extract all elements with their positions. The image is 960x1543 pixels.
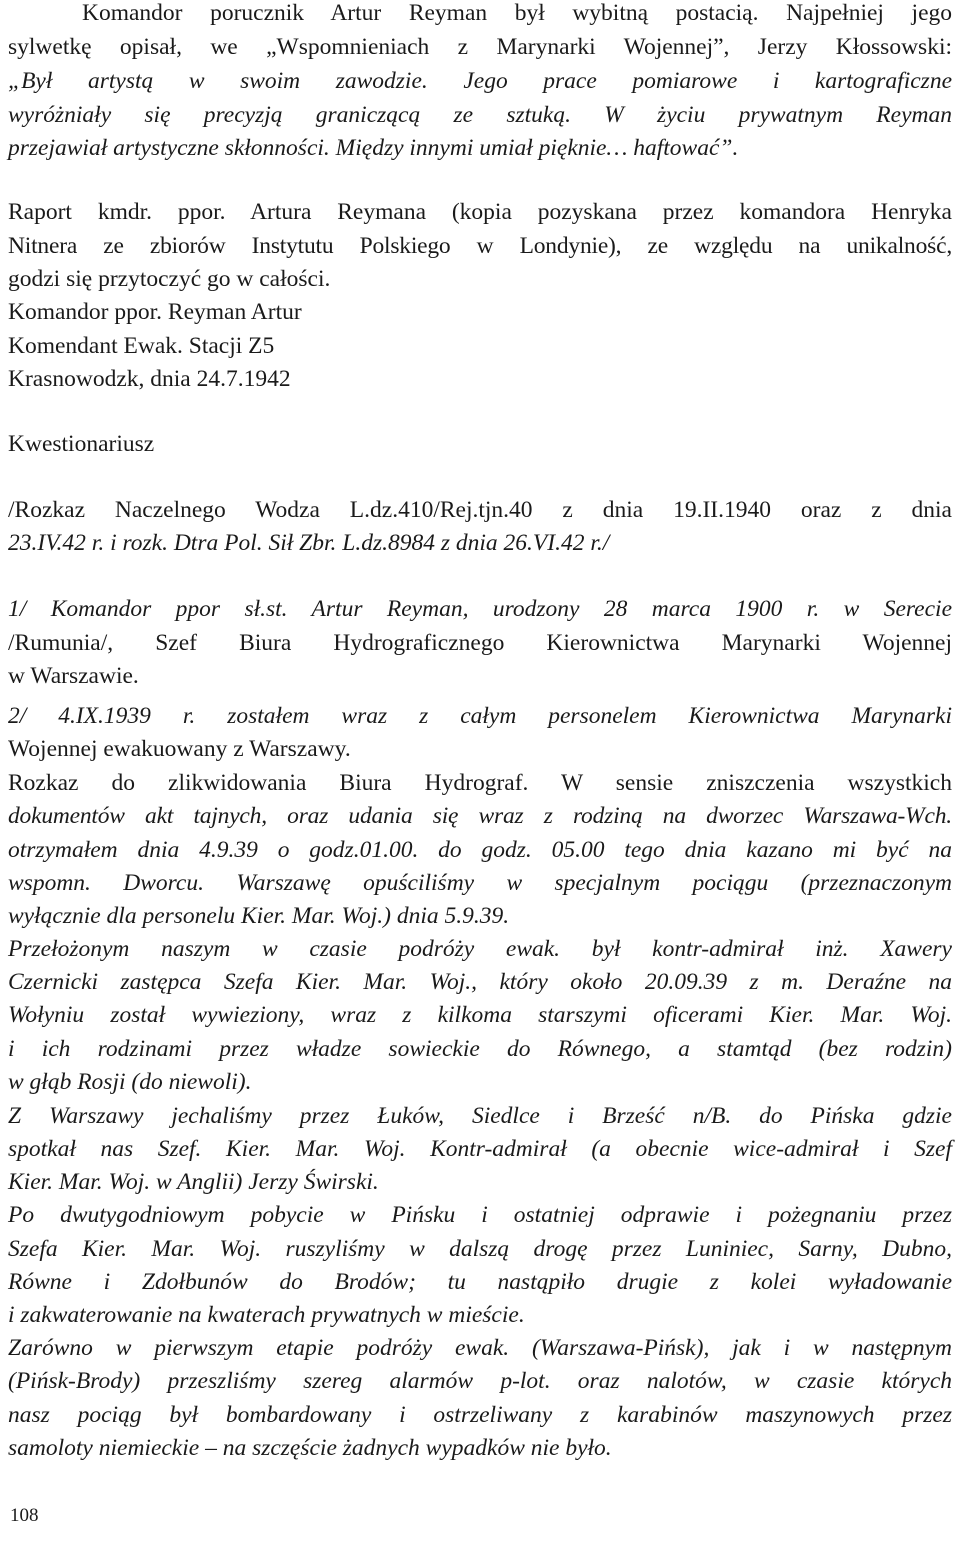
item2-line: dokumentów akt tajnych, oraz udania się wraz z rodziną na dworzec Warszawa-Wch.: [8, 803, 952, 829]
document-title: Kwestionariusz: [8, 431, 155, 457]
item2-line: i zakwaterowanie na kwaterach prywatnych w mieście.: [8, 1302, 525, 1328]
item2-line: i ich rodzinami przez władze sowieckie do Równego, a stamtąd (bez rodzin): [8, 1036, 952, 1062]
item2-line: Rozkaz do zlikwidowania Biura Hydrograf. W sensie zniszczenia wszystkich: [8, 770, 952, 796]
item2-line: Wojennej ewakuowany z Warszawy.: [8, 736, 351, 762]
item1-line: w Warszawie.: [8, 663, 139, 689]
raport-line: Raport kmdr. ppor. Artura Reymana (kopia pozyskana przez komandora Henryka: [8, 199, 952, 225]
item2-line: 2/ 4.IX.1939 r. zostałem wraz z całym personelem Kierownictwa Marynarki: [8, 703, 952, 729]
header-line: Krasnowodzk, dnia 24.7.1942: [8, 366, 291, 392]
intro-line: wyróżniały się precyzją graniczącą ze sztuką. W życiu prywatnym Reyman: [8, 102, 952, 128]
item2-line: (Pińsk-Brody) przeszliśmy szereg alarmów p-lot. oraz nalotów, w czasie których: [8, 1368, 952, 1394]
item2-line: Zarówno w pierwszym etapie podróży ewak. (Warszawa-Pińsk), jak i w następnym: [8, 1335, 952, 1361]
item2-line: spotkał nas Szef. Kier. Mar. Woj. Kontr-admirał (a obecnie wice-admirał i Szef: [8, 1136, 952, 1162]
raport-line: godzi się przytoczyć go w całości.: [8, 266, 331, 292]
raport-line: Nitnera ze zbiorów Instytutu Polskiego w Londynie), ze względu na unikalność,: [8, 233, 952, 259]
rozkaz-line: 23.IV.42 r. i rozk. Dtra Pol. Sił Zbr. L.dz.8984 z dnia 26.VI.42 r./: [8, 530, 610, 556]
item2-line: wspomn. Dworcu. Warszawę opuściliśmy w specjalnym pociągu (przeznaczonym: [8, 870, 952, 896]
item2-line: otrzymałem dnia 4.9.39 o godz.01.00. do godz. 05.00 tego dnia kazano mi być na: [8, 837, 952, 863]
header-line: Komandor ppor. Reyman Artur: [8, 299, 302, 325]
item1-line: /Rumunia/, Szef Biura Hydrograficznego Kierownictwa Marynarki Wojennej: [8, 630, 952, 656]
intro-line: sylwetkę opisał, we „Wspomnieniach z Marynarki Wojennej”, Jerzy Kłossowski:: [8, 34, 952, 60]
item2-line: w głąb Rosji (do niewoli).: [8, 1069, 252, 1095]
item2-line: nasz pociąg był bombardowany i ostrzeliwany z karabinów maszynowych przez: [8, 1402, 952, 1428]
item2-line: Równe i Zdołbunów do Brodów; tu nastąpiło drugie z kolei wyładowanie: [8, 1269, 952, 1295]
item2-line: Wołyniu został wywieziony, wraz z kilkoma starszymi oficerami Kier. Mar. Woj.: [8, 1002, 952, 1028]
item2-line: Przełożonym naszym w czasie podróży ewak. był kontr-admirał inż. Xawery: [8, 936, 952, 962]
intro-line: „Był artystą w swoim zawodzie. Jego prace pomiarowe i kartograficzne: [8, 68, 952, 94]
item2-line: Czernicki zastępca Szefa Kier. Mar. Woj., który około 20.09.39 z m. Deraźne na: [8, 969, 952, 995]
header-line: Komendant Ewak. Stacji Z5: [8, 333, 275, 359]
item2-line: wyłącznie dla personelu Kier. Mar. Woj.) dnia 5.9.39.: [8, 903, 510, 929]
item2-line: Szefa Kier. Mar. Woj. ruszyliśmy w dalszą drogę przez Luniniec, Sarny, Dubno,: [8, 1236, 952, 1262]
item2-line: Z Warszawy jechaliśmy przez Łuków, Siedlce i Brześć n/B. do Pińska gdzie: [8, 1103, 952, 1129]
item2-line: samoloty niemieckie – na szczęście żadnych wypadków nie było.: [8, 1435, 612, 1461]
item1-line: 1/ Komandor ppor sł.st. Artur Reyman, urodzony 28 marca 1900 r. w Serecie: [8, 596, 952, 622]
intro-line: Komandor porucznik Artur Reyman był wybitną postacią. Najpełniej jego: [82, 0, 952, 26]
item2-line: Po dwutygodniowym pobycie w Pińsku i ostatniej odprawie i pożegnaniu przez: [8, 1202, 952, 1228]
page-number: 108: [10, 1505, 39, 1526]
item2-line: Kier. Mar. Woj. w Anglii) Jerzy Świrski.: [8, 1169, 379, 1195]
intro-line: przejawiał artystyczne skłonności. Między innymi umiał pięknie… haftować”.: [8, 135, 739, 161]
rozkaz-line: /Rozkaz Naczelnego Wodza L.dz.410/Rej.tjn.40 z dnia 19.II.1940 oraz z dnia: [8, 497, 952, 523]
